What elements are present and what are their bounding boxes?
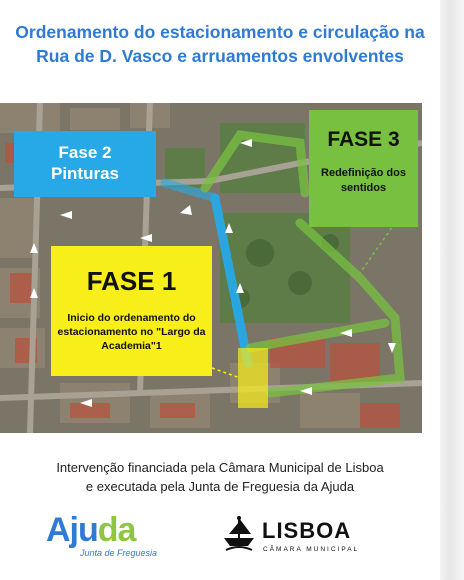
fase-3-description: Redefinição dos sentidos [321,167,406,194]
fase-3-heading: FASE 3 [327,128,400,151]
fase-3-label [309,110,418,227]
lisboa-logo [222,512,372,562]
fase-2-label [14,131,156,197]
lisboa-logo-wordmark: LISBOA [262,518,352,543]
financing-line-1: Intervenção financiada pela Câmara Municipal de Lisboa [56,460,384,475]
title-line-1: Ordenamento do estacionamento e circulação na [15,22,425,42]
fase-1-heading: FASE 1 [86,266,177,296]
fase-1-description: Inicio do ordenamento do estacionamento no "Largo da Academia"1 [57,312,206,352]
lisboa-ship-icon [222,514,256,554]
title-line-2: Rua de D. Vasco e arruamentos envolventes [36,46,404,66]
ajuda-logo [46,510,176,566]
financing-line-2: e executada pela Junta de Freguesia da Ajuda [85,479,355,494]
fase-2-subheading: Pinturas [50,164,120,183]
ajuda-logo-subtitle: Junta de Freguesia [80,548,158,558]
financing-note [0,458,440,496]
ajuda-logo-main: Aju [46,511,98,549]
page-title [0,20,440,68]
ajuda-logo-wordmark [46,510,135,550]
lisboa-logo-subtitle: CÂMARA MUNICIPAL [263,546,360,553]
page-edge-strip [440,0,464,580]
fase-1-label [51,246,212,376]
ajuda-logo-accent: da [97,511,136,549]
fase-2-heading: Fase 2 [58,143,112,162]
